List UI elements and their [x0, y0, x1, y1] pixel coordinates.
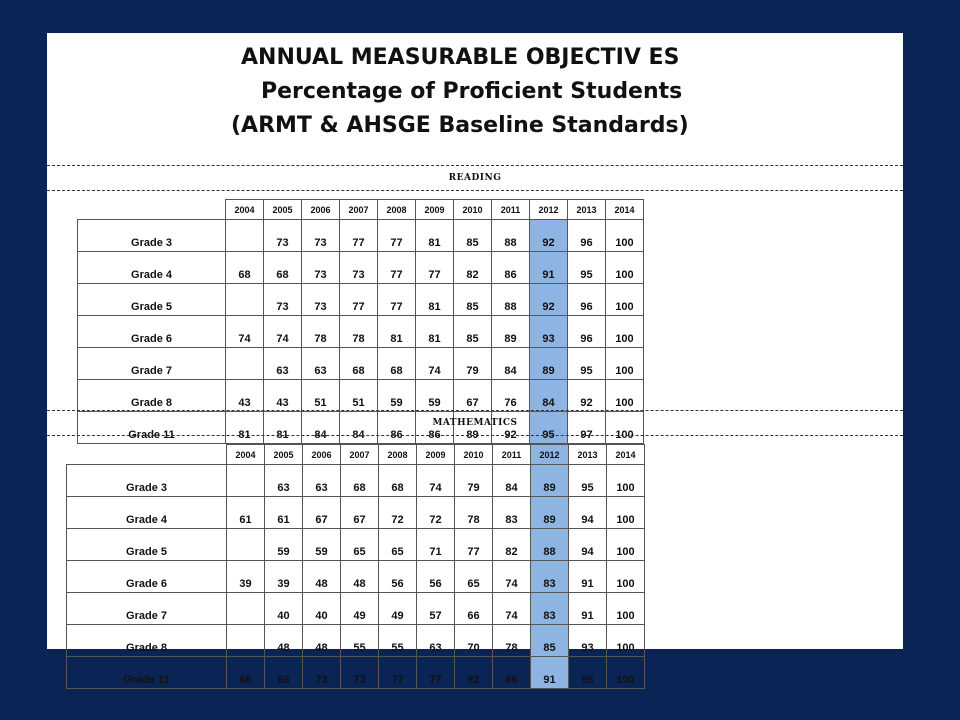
- table-row: [78, 220, 644, 252]
- value-cell: 97: [568, 412, 606, 444]
- table-row: [67, 497, 645, 529]
- table-row: [67, 593, 645, 625]
- value-cell: 81: [378, 316, 416, 348]
- value-cell: 74: [417, 465, 455, 497]
- value-cell: 100: [607, 657, 645, 689]
- table-row: [67, 625, 645, 657]
- value-cell: 77: [378, 252, 416, 284]
- value-cell: 91: [530, 252, 568, 284]
- value-cell: 89: [530, 348, 568, 380]
- value-cell: 59: [303, 529, 341, 561]
- value-cell: 96: [568, 220, 606, 252]
- value-cell: 51: [302, 380, 340, 412]
- value-cell: 77: [379, 657, 417, 689]
- grade-label-cell: Grade 3: [67, 465, 227, 497]
- year-header-cell: 2011: [492, 200, 530, 220]
- title-line-2: Percentage of Proficient Students: [261, 79, 683, 104]
- value-cell: 49: [341, 593, 379, 625]
- table-row: [67, 561, 645, 593]
- value-cell: 76: [492, 380, 530, 412]
- value-cell: 68: [340, 348, 378, 380]
- value-cell: 59: [265, 529, 303, 561]
- value-cell: 78: [340, 316, 378, 348]
- year-header-cell: 2014: [606, 200, 644, 220]
- year-header-cell: 2007: [341, 445, 379, 465]
- value-cell: 83: [531, 593, 569, 625]
- value-cell: 78: [493, 625, 531, 657]
- year-header-cell: 2008: [379, 445, 417, 465]
- value-cell: 86: [493, 657, 531, 689]
- value-cell: 73: [302, 220, 340, 252]
- value-cell: 88: [492, 284, 530, 316]
- value-cell: 92: [530, 220, 568, 252]
- value-cell: 100: [607, 529, 645, 561]
- value-cell: 48: [265, 625, 303, 657]
- value-cell: 57: [417, 593, 455, 625]
- year-header-cell: 2014: [607, 445, 645, 465]
- value-cell: 68: [265, 657, 303, 689]
- value-cell: 100: [607, 593, 645, 625]
- value-cell: 63: [265, 465, 303, 497]
- grade-label-cell: Grade 11: [78, 412, 226, 444]
- year-header-cell: 2007: [340, 200, 378, 220]
- value-cell: 40: [265, 593, 303, 625]
- value-cell: 73: [302, 252, 340, 284]
- value-cell: 89: [531, 497, 569, 529]
- value-cell: 86: [492, 252, 530, 284]
- value-cell: 100: [606, 412, 644, 444]
- value-cell: 92: [530, 284, 568, 316]
- year-header-cell: 2011: [493, 445, 531, 465]
- value-cell: 96: [568, 316, 606, 348]
- value-cell: 74: [493, 561, 531, 593]
- table-row: [78, 348, 644, 380]
- value-cell: 66: [455, 593, 493, 625]
- value-cell: 89: [492, 316, 530, 348]
- value-cell: 77: [340, 220, 378, 252]
- value-cell: 73: [264, 284, 302, 316]
- year-header-cell: 2013: [568, 200, 606, 220]
- value-cell: 43: [264, 380, 302, 412]
- value-cell: 67: [303, 497, 341, 529]
- value-cell: [226, 284, 264, 316]
- value-cell: 77: [378, 284, 416, 316]
- value-cell: 95: [569, 657, 607, 689]
- title-line-1: ANNUAL MEASURABLE OBJECTIV ES: [241, 45, 680, 70]
- value-cell: [227, 529, 265, 561]
- year-header-cell: 2009: [417, 445, 455, 465]
- value-cell: 100: [607, 465, 645, 497]
- value-cell: 65: [379, 529, 417, 561]
- value-cell: 48: [341, 561, 379, 593]
- value-cell: 84: [530, 380, 568, 412]
- value-cell: 81: [416, 284, 454, 316]
- table-row: [78, 284, 644, 316]
- value-cell: 81: [416, 220, 454, 252]
- grade-label-cell: Grade 8: [78, 380, 226, 412]
- slide: [47, 33, 903, 686]
- header-corner-cell: [67, 445, 227, 465]
- grade-label-cell: Grade 4: [67, 497, 227, 529]
- mathematics-section-label: MATHEMATICS: [47, 410, 903, 436]
- value-cell: 65: [455, 561, 493, 593]
- value-cell: 79: [455, 465, 493, 497]
- value-cell: 94: [569, 529, 607, 561]
- year-header-cell: 2013: [569, 445, 607, 465]
- value-cell: 77: [378, 220, 416, 252]
- year-header-cell: 2012: [531, 445, 569, 465]
- table-row: [78, 316, 644, 348]
- value-cell: 100: [607, 625, 645, 657]
- year-header-cell: 2004: [227, 445, 265, 465]
- value-cell: 100: [606, 284, 644, 316]
- value-cell: 83: [493, 497, 531, 529]
- value-cell: 88: [492, 220, 530, 252]
- value-cell: 100: [606, 380, 644, 412]
- grade-label-cell: Grade 11: [67, 657, 227, 689]
- value-cell: 95: [569, 465, 607, 497]
- year-header-row: [78, 200, 644, 220]
- value-cell: 86: [416, 412, 454, 444]
- grade-label-cell: Grade 8: [67, 625, 227, 657]
- grade-label-cell: Grade 5: [67, 529, 227, 561]
- value-cell: 81: [226, 412, 264, 444]
- reading-section-label: READING: [47, 165, 903, 191]
- value-cell: [226, 220, 264, 252]
- year-header-cell: 2006: [303, 445, 341, 465]
- value-cell: 88: [531, 529, 569, 561]
- year-header-cell: 2004: [226, 200, 264, 220]
- mathematics-table: [66, 444, 645, 689]
- grade-label-cell: Grade 7: [78, 348, 226, 380]
- value-cell: 61: [265, 497, 303, 529]
- value-cell: 49: [379, 593, 417, 625]
- reading-table: [77, 199, 644, 444]
- value-cell: 91: [569, 561, 607, 593]
- year-header-row: [67, 445, 645, 465]
- value-cell: 63: [303, 465, 341, 497]
- value-cell: 74: [493, 593, 531, 625]
- value-cell: 74: [226, 316, 264, 348]
- value-cell: 51: [340, 380, 378, 412]
- value-cell: 68: [264, 252, 302, 284]
- value-cell: 74: [416, 348, 454, 380]
- grade-label-cell: Grade 6: [67, 561, 227, 593]
- value-cell: 55: [379, 625, 417, 657]
- value-cell: 95: [568, 252, 606, 284]
- year-header-cell: 2009: [416, 200, 454, 220]
- value-cell: 82: [454, 252, 492, 284]
- value-cell: 72: [417, 497, 455, 529]
- value-cell: 100: [607, 561, 645, 593]
- value-cell: [227, 465, 265, 497]
- year-header-cell: 2008: [378, 200, 416, 220]
- value-cell: 63: [417, 625, 455, 657]
- value-cell: 59: [378, 380, 416, 412]
- value-cell: 43: [226, 380, 264, 412]
- value-cell: 72: [379, 497, 417, 529]
- year-header-cell: 2005: [265, 445, 303, 465]
- value-cell: 73: [341, 657, 379, 689]
- value-cell: 48: [303, 561, 341, 593]
- value-cell: 67: [341, 497, 379, 529]
- value-cell: 82: [455, 657, 493, 689]
- title-line-3: (ARMT & AHSGE Baseline Standards): [231, 113, 689, 138]
- value-cell: 61: [227, 497, 265, 529]
- grade-label-cell: Grade 7: [67, 593, 227, 625]
- value-cell: 68: [378, 348, 416, 380]
- value-cell: 81: [264, 412, 302, 444]
- value-cell: 83: [531, 561, 569, 593]
- value-cell: 94: [569, 497, 607, 529]
- value-cell: 92: [568, 380, 606, 412]
- value-cell: 84: [340, 412, 378, 444]
- grade-label-cell: Grade 4: [78, 252, 226, 284]
- value-cell: 93: [569, 625, 607, 657]
- value-cell: 78: [302, 316, 340, 348]
- value-cell: 67: [454, 380, 492, 412]
- value-cell: [227, 593, 265, 625]
- value-cell: 84: [302, 412, 340, 444]
- value-cell: 70: [455, 625, 493, 657]
- value-cell: 39: [227, 561, 265, 593]
- value-cell: 65: [341, 529, 379, 561]
- value-cell: 68: [226, 252, 264, 284]
- value-cell: [227, 625, 265, 657]
- value-cell: 73: [303, 657, 341, 689]
- slide-title: [47, 41, 903, 143]
- value-cell: 55: [341, 625, 379, 657]
- value-cell: 68: [227, 657, 265, 689]
- value-cell: 84: [492, 348, 530, 380]
- value-cell: 63: [264, 348, 302, 380]
- table-row: [67, 657, 645, 689]
- year-header-cell: 2006: [302, 200, 340, 220]
- value-cell: 100: [606, 316, 644, 348]
- value-cell: 84: [493, 465, 531, 497]
- value-cell: 100: [606, 220, 644, 252]
- value-cell: 91: [531, 657, 569, 689]
- value-cell: 56: [417, 561, 455, 593]
- value-cell: [226, 348, 264, 380]
- value-cell: 96: [568, 284, 606, 316]
- value-cell: 93: [530, 316, 568, 348]
- grade-label-cell: Grade 3: [78, 220, 226, 252]
- value-cell: 48: [303, 625, 341, 657]
- year-header-cell: 2010: [454, 200, 492, 220]
- value-cell: 73: [340, 252, 378, 284]
- value-cell: 89: [454, 412, 492, 444]
- value-cell: 68: [341, 465, 379, 497]
- year-header-cell: 2005: [264, 200, 302, 220]
- header-corner-cell: [78, 200, 226, 220]
- value-cell: 59: [416, 380, 454, 412]
- value-cell: 77: [417, 657, 455, 689]
- value-cell: 85: [454, 284, 492, 316]
- year-header-cell: 2010: [455, 445, 493, 465]
- value-cell: 85: [454, 220, 492, 252]
- value-cell: 77: [340, 284, 378, 316]
- value-cell: 85: [531, 625, 569, 657]
- table-row: [67, 529, 645, 561]
- grade-label-cell: Grade 6: [78, 316, 226, 348]
- value-cell: 78: [455, 497, 493, 529]
- value-cell: 100: [606, 252, 644, 284]
- value-cell: 77: [455, 529, 493, 561]
- table-row: [78, 252, 644, 284]
- value-cell: 40: [303, 593, 341, 625]
- value-cell: 77: [416, 252, 454, 284]
- value-cell: 73: [264, 220, 302, 252]
- value-cell: 92: [492, 412, 530, 444]
- value-cell: 56: [379, 561, 417, 593]
- value-cell: 100: [606, 348, 644, 380]
- value-cell: 73: [302, 284, 340, 316]
- value-cell: 63: [302, 348, 340, 380]
- value-cell: 39: [265, 561, 303, 593]
- value-cell: 79: [454, 348, 492, 380]
- value-cell: 74: [264, 316, 302, 348]
- grade-label-cell: Grade 5: [78, 284, 226, 316]
- table-row: [78, 380, 644, 412]
- value-cell: 82: [493, 529, 531, 561]
- value-cell: 81: [416, 316, 454, 348]
- value-cell: 68: [379, 465, 417, 497]
- value-cell: 71: [417, 529, 455, 561]
- value-cell: 100: [607, 497, 645, 529]
- value-cell: 85: [454, 316, 492, 348]
- year-header-cell: 2012: [530, 200, 568, 220]
- table-row: [67, 465, 645, 497]
- value-cell: 95: [530, 412, 568, 444]
- value-cell: 86: [378, 412, 416, 444]
- value-cell: 91: [569, 593, 607, 625]
- value-cell: 89: [531, 465, 569, 497]
- value-cell: 95: [568, 348, 606, 380]
